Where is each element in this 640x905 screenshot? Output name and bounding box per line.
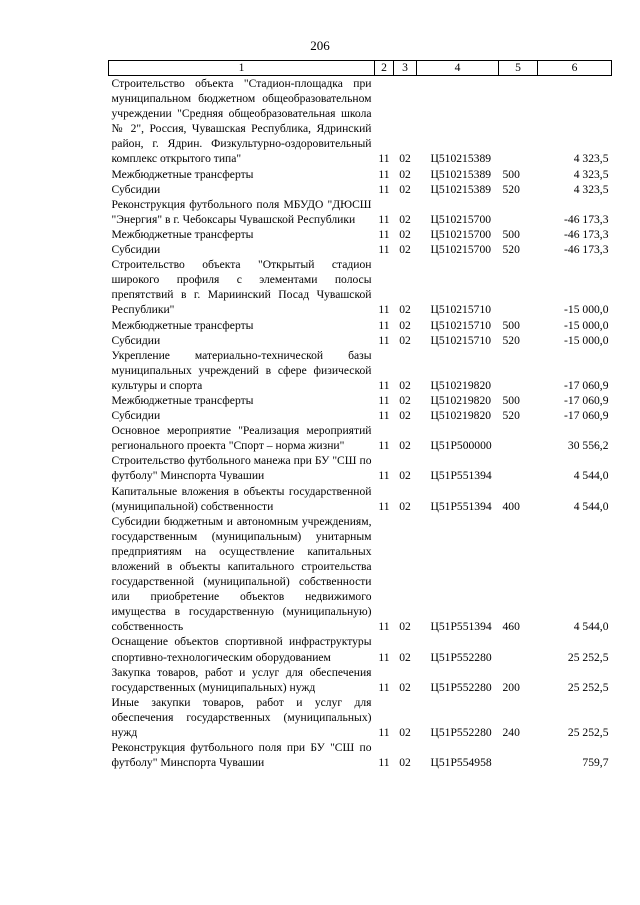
row-name: Капитальные вложения в объекты государственной (муниципальной) собственности: [111, 484, 372, 513]
table-row: [109, 76, 612, 167]
row-subsection: 02: [399, 227, 411, 241]
row-name: Субсидии: [111, 182, 161, 196]
row-target-article: Ц510215710: [430, 303, 492, 317]
row-subsection: 02: [399, 756, 411, 770]
row-target-article: Ц51P552280: [430, 680, 492, 694]
table-row: [109, 242, 612, 257]
row-name: Реконструкция футбольного поля при БУ "СШ по футболу" Минспорта Чувашии: [111, 741, 372, 770]
table-row: [109, 695, 612, 740]
table-row: [109, 197, 612, 227]
row-amount: 759,7: [582, 756, 609, 770]
row-expense-type: [499, 740, 538, 770]
header-col-6: 6: [538, 61, 612, 76]
row-amount: -15 000,0: [564, 333, 609, 347]
row-amount: -17 060,9: [564, 393, 609, 407]
table-row: [109, 182, 612, 197]
row-section: 11: [378, 318, 390, 332]
row-section: 11: [378, 620, 390, 634]
row-amount: -17 060,9: [564, 378, 609, 392]
row-section: 11: [378, 243, 390, 257]
row-expense-type: 520: [502, 333, 520, 347]
row-subsection: 02: [399, 469, 411, 483]
row-section: 11: [378, 650, 390, 664]
row-section: 11: [378, 152, 390, 166]
row-section: 11: [378, 439, 390, 453]
row-subsection: 02: [399, 167, 411, 181]
row-target-article: Ц510219820: [430, 378, 492, 392]
row-subsection: 02: [399, 243, 411, 257]
row-amount: -46 173,3: [564, 212, 609, 226]
row-subsection: 02: [399, 499, 411, 513]
table-row: [109, 333, 612, 348]
row-subsection: 02: [399, 152, 411, 166]
header-col-2: 2: [375, 61, 394, 76]
row-amount: 4 544,0: [573, 469, 609, 483]
row-expense-type: 500: [502, 167, 520, 181]
row-name: Межбюджетные трансферты: [111, 393, 254, 407]
row-expense-type: 240: [502, 726, 520, 740]
row-target-article: Ц51P551394: [430, 469, 492, 483]
row-expense-type: [499, 197, 538, 227]
row-section: 11: [378, 378, 390, 392]
row-expense-type: [499, 76, 538, 167]
table-row: [109, 393, 612, 408]
row-target-article: Ц51P551394: [430, 620, 492, 634]
row-amount: 4 323,5: [573, 167, 609, 181]
row-target-article: Ц510215389: [430, 167, 492, 181]
row-amount: -15 000,0: [564, 318, 609, 332]
row-subsection: 02: [399, 212, 411, 226]
table-row: [109, 740, 612, 770]
row-amount: -17 060,9: [564, 409, 609, 423]
row-amount: 25 252,5: [567, 650, 609, 664]
row-subsection: 02: [399, 650, 411, 664]
row-section: 11: [378, 499, 390, 513]
row-name: Строительство футбольного манежа при БУ "СШ по футболу" Минспорта Чувашии: [111, 454, 372, 483]
row-subsection: 02: [399, 303, 411, 317]
row-name: Межбюджетные трансферты: [111, 167, 254, 181]
row-name: Основное мероприятие "Реализация мероприятий регионального проекта "Спорт – норма жизни": [111, 424, 372, 453]
row-target-article: Ц51P551394: [430, 499, 492, 513]
row-section: 11: [378, 227, 390, 241]
row-section: 11: [378, 182, 390, 196]
header-row: [109, 61, 612, 76]
row-amount: 4 323,5: [573, 182, 609, 196]
table-row: [109, 665, 612, 695]
table-row: [109, 514, 612, 635]
row-subsection: 02: [399, 393, 411, 407]
table-row: [109, 227, 612, 242]
row-subsection: 02: [399, 333, 411, 347]
row-section: 11: [378, 167, 390, 181]
row-amount: 25 252,5: [567, 680, 609, 694]
row-target-article: Ц510215710: [430, 318, 492, 332]
row-target-article: Ц510215389: [430, 152, 492, 166]
row-target-article: Ц510215700: [430, 212, 492, 226]
row-target-article: Ц510215710: [430, 333, 492, 347]
row-expense-type: 500: [502, 318, 520, 332]
row-name: Иные закупки товаров, работ и услуг для обеспечения государственных (муниципальных) нужд: [111, 695, 372, 740]
row-target-article: Ц51P500000: [430, 439, 492, 453]
row-name: Строительство объекта "Стадион-площадка при муниципальном бюджетном общеобразовательном учреждении "Средняя общеобразовательная школа № 2", Россия, Чувашская Республика, Ядринский район, г. Ядрин. Физкультурно-оздоровительный комплекс открытого типа": [111, 77, 372, 166]
row-subsection: 02: [399, 409, 411, 423]
row-target-article: Ц510215389: [430, 182, 492, 196]
row-amount: -46 173,3: [564, 243, 609, 257]
row-section: 11: [378, 469, 390, 483]
row-expense-type: 460: [502, 620, 520, 634]
table-row: [109, 453, 612, 483]
row-name: Субсидии: [111, 333, 161, 347]
row-name: Межбюджетные трансферты: [111, 318, 254, 332]
row-subsection: 02: [399, 318, 411, 332]
header-col-5: 5: [499, 61, 538, 76]
row-section: 11: [378, 333, 390, 347]
row-expense-type: 500: [502, 393, 520, 407]
row-target-article: Ц51P552280: [430, 650, 492, 664]
table-body: [109, 76, 612, 771]
row-target-article: Ц51P552280: [430, 726, 492, 740]
row-expense-type: 520: [502, 243, 520, 257]
row-subsection: 02: [399, 680, 411, 694]
row-target-article: Ц510215700: [430, 227, 492, 241]
table-row: [109, 484, 612, 514]
row-subsection: 02: [399, 378, 411, 392]
row-name: Субсидии бюджетным и автономным учреждениям, государственным (муниципальным) унитарным предприятиям на осуществление капитальных вложений в объекты капитального строительства государственной (муниципальной) собственности или приобретение объектов недвижимого имущества в государственную (муниципальную) собственность: [111, 514, 372, 634]
page-number: 206: [310, 38, 330, 53]
row-section: 11: [378, 680, 390, 694]
row-target-article: Ц510219820: [430, 393, 492, 407]
row-name: Субсидии: [111, 243, 161, 257]
row-expense-type: 500: [502, 227, 520, 241]
row-subsection: 02: [399, 182, 411, 196]
row-target-article: Ц510215700: [430, 243, 492, 257]
table-row: [109, 634, 612, 664]
row-amount: 4 544,0: [573, 620, 609, 634]
row-section: 11: [378, 726, 390, 740]
row-name: Укрепление материально-технической базы муниципальных учреждений в сфере физической культуры и спорта: [111, 348, 372, 392]
row-amount: -46 173,3: [564, 227, 609, 241]
row-name: Субсидии: [111, 409, 161, 423]
row-section: 11: [378, 409, 390, 423]
row-section: 11: [378, 393, 390, 407]
row-amount: 25 252,5: [567, 726, 609, 740]
row-name: Строительство объекта "Открытый стадион широкого профиля с элементами полосы препятствий в г. Мариинский Посад Чувашской Республики": [111, 258, 372, 317]
table-row: [109, 318, 612, 333]
budget-table: [108, 60, 612, 770]
row-section: 11: [378, 303, 390, 317]
row-amount: 30 556,2: [567, 439, 609, 453]
row-section: 11: [378, 212, 390, 226]
row-expense-type: [499, 423, 538, 453]
row-name: Межбюджетные трансферты: [111, 227, 254, 241]
row-expense-type: [499, 257, 538, 317]
table-header: [109, 61, 612, 76]
row-name: Реконструкция футбольного поля МБУДО "ДЮСШ "Энергия" в г. Чебоксары Чувашской Республики: [111, 197, 372, 226]
table-row: [109, 348, 612, 393]
row-expense-type: 400: [502, 499, 520, 513]
row-name: Закупка товаров, работ и услуг для обеспечения государственных (муниципальных) нужд: [111, 665, 372, 694]
row-subsection: 02: [399, 439, 411, 453]
row-section: 11: [378, 756, 390, 770]
row-amount: 4 323,5: [573, 152, 609, 166]
row-expense-type: [499, 634, 538, 664]
row-expense-type: 520: [502, 182, 520, 196]
header-col-4: 4: [417, 61, 499, 76]
row-amount: 4 544,0: [573, 499, 609, 513]
table-row: [109, 257, 612, 317]
table-row: [109, 167, 612, 182]
row-expense-type: [499, 348, 538, 393]
table-row: [109, 423, 612, 453]
row-subsection: 02: [399, 726, 411, 740]
row-expense-type: 200: [502, 680, 520, 694]
row-name: Оснащение объектов спортивной инфраструктуры спортивно-технологическим оборудованием: [111, 635, 372, 664]
row-amount: -15 000,0: [564, 303, 609, 317]
row-expense-type: [499, 453, 538, 483]
table-row: [109, 408, 612, 423]
row-subsection: 02: [399, 620, 411, 634]
header-col-1: 1: [109, 61, 375, 76]
row-target-article: Ц510219820: [430, 409, 492, 423]
header-col-3: 3: [394, 61, 417, 76]
row-expense-type: 520: [502, 409, 520, 423]
row-target-article: Ц51P554958: [430, 756, 492, 770]
